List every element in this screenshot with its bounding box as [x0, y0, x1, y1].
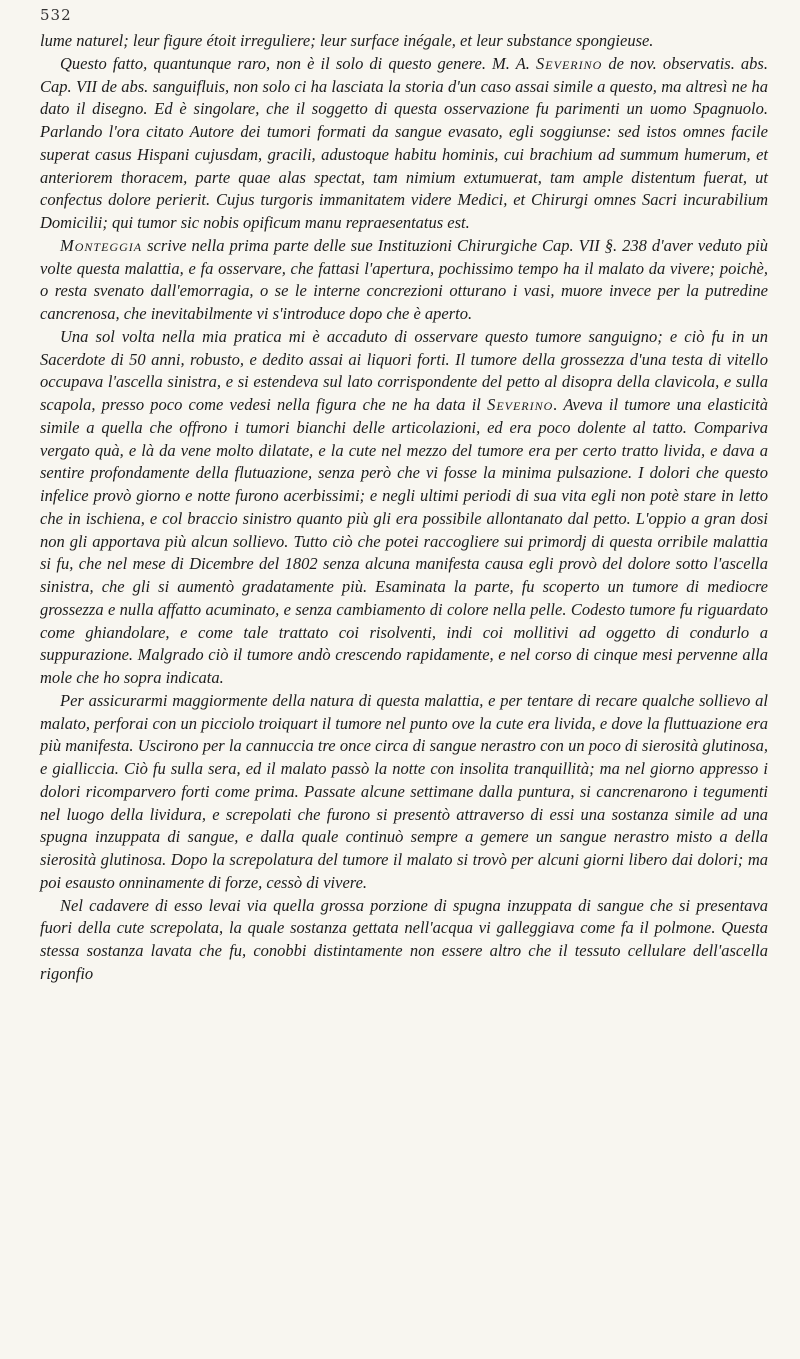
page-number: 532 — [40, 6, 72, 24]
paragraph — [40, 30, 768, 53]
paragraph-text: Questo fatto, quantunque raro, non è il solo di questo genere. M. A. — [60, 53, 537, 73]
author-name: Severino — [487, 395, 554, 414]
author-name: Severino — [536, 53, 603, 73]
paragraph-text: scrive nella prima parte delle sue Instituzioni Chirurgiche Cap. VII §. 238 d'aver veduto più volte questa malattia, e fa osservare, che fattasi l'apertura, pochissimo tempo ha il malato da vivere; poichè, o resta svenato dall'emorragia, o se le interne concrezioni otturano i vasi, muore invece per la putredine cancrenosa, che inevitabilmente vi s'introduce dopo che è aperto. — [40, 235, 768, 323]
page-body-text — [40, 30, 768, 986]
paragraph — [40, 53, 768, 235]
paragraph-text: lume naturel; leur figure étoit irreguliere; leur surface inégale, et leur substance spongieuse. — [40, 31, 654, 50]
paragraph — [40, 690, 768, 895]
paragraph-text: de nov. observatis. abs. Cap. VII de abs. sanguifluis, non solo ci ha lasciata la storia d'un caso assai simile a questo, ma altresì ne ha dato il disegno. Ed è singolare, che il soggetto di questa osservazione fu parimenti un uomo Spagnuolo. Parlando l'ora citato Autore dei tumori formati da sangue evasato, egli soggiunse: sed istos omnes facile superat casus Hispani cujusdam, gracili, adustoque habitu hominis, cui brachium ad summum humerum, et anteriorem thoracem, parte quae alas spectat, tam nimium extumuerat, tam ample distentum fuerat, ut confectus dolore perierit. Cujus turgoris immanitatem videre Medici, et Chirurgi omnes Sacri incurabilium Domicilii; qui tumor sic nobis opificum manu repraesentatus est. — [40, 53, 768, 232]
paragraph — [40, 895, 768, 986]
paragraph-text: Una sol volta nella mia pratica mi è accaduto di osservare questo tumore sanguigno; e ciò fu in un Sacerdote di 50 anni, robusto, e dedito assai ai liquori forti. Il tumore della grossezza d'una testa di vitello occupava l'ascella sinistra, e si estendeva sul lato corrispondente del petto al disopra della clavicola, e sulla scapola, presso poco come vedesi nella figura che ne ha data il — [40, 326, 768, 414]
paragraph-text: . Aveva il tumore una elasticità simile a quella che offrono i tumori bianchi delle articolazioni, ed era poco dolente al tatto. Compariva vergato quà, e là da vene molto dilatate, e la cute nel mezzo del tumore era per certo tratto livida, e dava a sentire profondamente della flutuazione, senza però che vi fosse la minima pulsazione. I dolori che questo infelice provò giorno e notte furono acerbissimi; e negli ultimi periodi di sua vita egli non potè stare in letto che in ischiena, e col braccio sinistro quanto più gli era possibile allontanato dal petto. L'oppio a gran dosi non gli apportava più alcun sollievo. Tutto ciò che potei raccogliere sui primordj di questa orribile malattia si fu, che nel mese di Dicembre del 1802 senza alcuna manifesta causa egli provò del dolore sotto l'ascella sinistra, che gli si aumentò gradatamente più. Esaminata la parte, fu scoperto un tumore di mediocre grossezza e nulla affatto acuminato, e senza cambiamento di colore nella pelle. Codesto tumore fu riguardato come ghiandolare, e come tale trattato coi risolventi, indi coi mollitivi ad oggetto di condurlo a suppurazione. Malgrado ciò il tumore andò crescendo rapidamente, e nel corso di cinque mesi pervenne alla mole che ho sopra indicata. — [40, 395, 768, 687]
author-name: Monteggia — [60, 235, 143, 255]
paragraph-text: Per assicurarmi maggiormente della natura di questa malattia, e per tentare di recare qualche sollievo al malato, perforai con un picciolo troiquart il tumore nel punto ove la cute era livida, e dove la fluttuazione era più manifesta. Uscirono per la cannuccia tre once circa di sangue nerastro con un poco di sierosità glutinosa, e gialliccia. Ciò fu sulla sera, ed il malato passò la notte con insolita tranquillità; ma nel giorno appresso i dolori ricomparvero forti come prima. Passate alcune settimane dalla puntura, si cancrenarono i tegumenti nel luogo della lividura, e screpolati che furono si presentò attraverso di essi una sostanza simile ad una spugna inzuppata di sangue, e dalla quale continuò sempre a gemere un sangue nerastro misto a della sierosità glutinosa. Dopo la screpolatura del tumore il malato si trovò per alcuni giorni libero dai dolori; ma poi esausto onninamente di forze, cessò di vivere. — [40, 690, 768, 892]
paragraph — [40, 235, 768, 326]
paragraph — [40, 326, 768, 690]
paragraph-text: Nel cadavere di esso levai via quella grossa porzione di spugna inzuppata di sangue che si presentava fuori della cute screpolata, la quale sostanza gettata nell'acqua vi galleggiava come fa il polmone. Questa stessa sostanza lavata che fu, conobbi distintamente non essere altro che il tessuto cellulare dell'ascella rigonfio — [40, 895, 768, 983]
